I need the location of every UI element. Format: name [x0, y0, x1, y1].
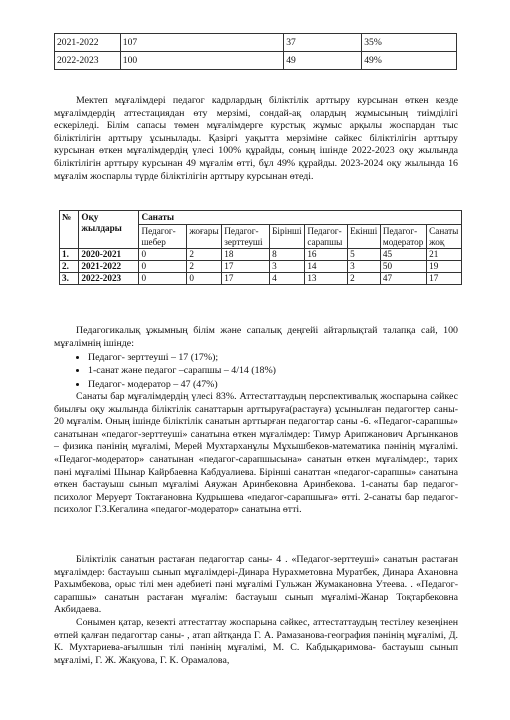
subheader-cell: Педагог-шебер: [139, 224, 187, 249]
table-row: [55, 52, 457, 70]
table-cell: 37: [284, 34, 362, 52]
paragraph-staff-level: [54, 325, 458, 350]
table-cell: 2022-2023: [55, 52, 121, 70]
table-row: [55, 34, 457, 52]
table-cell: 2021-2022: [55, 34, 121, 52]
table-cell: 16: [305, 249, 348, 261]
paragraph-text: Педагогикалық ұжымның білім және сапалық деңгейі айтарлықтай талапқа сай, 100 мұғалімнің ішінде:: [54, 325, 458, 349]
certification-summary-table: [54, 33, 457, 70]
subheader-cell: Педагог-модератор: [380, 224, 426, 249]
table-cell: 1.: [60, 249, 79, 261]
table-cell: 13: [305, 273, 348, 285]
header-year: Оқу жылдары: [79, 211, 139, 249]
table-cell: 2: [187, 261, 222, 273]
table-cell: 2: [348, 273, 381, 285]
table-cell: 5: [348, 249, 381, 261]
table-header-row: [60, 211, 462, 225]
subheader-cell: Бірінші: [270, 224, 305, 249]
table-cell: 107: [120, 34, 283, 52]
paragraph-testing-results: [54, 617, 458, 667]
table-cell: 47: [380, 273, 426, 285]
table-cell: 0: [139, 261, 187, 273]
list-item: • Педагог- зерттеуші – 17 (17%);: [88, 351, 468, 364]
paragraph-category-confirmations: [54, 554, 458, 617]
table-cell: 49: [284, 52, 362, 70]
table-cell: 45: [380, 249, 426, 261]
teacher-categories-table: [59, 210, 462, 285]
table-cell: 8: [270, 249, 305, 261]
subheader-cell: Санаты жоқ: [427, 224, 462, 249]
table-cell: 14: [305, 261, 348, 273]
table-cell: 3.: [60, 273, 79, 285]
table-cell: 19: [427, 261, 462, 273]
table-cell: 0: [187, 273, 222, 285]
table-cell: 0: [139, 273, 187, 285]
subheader-cell: Екінші: [348, 224, 381, 249]
subheader-cell: Педагог-сарапшы: [305, 224, 348, 249]
table-cell: 4: [270, 273, 305, 285]
table-cell: 2021-2022: [79, 261, 139, 273]
table-cell: 0: [139, 249, 187, 261]
table-row: [60, 261, 462, 273]
table-cell: 2020-2021: [79, 249, 139, 261]
table-cell: 100: [120, 52, 283, 70]
table-cell: 17: [222, 273, 270, 285]
table-cell: 2022-2023: [79, 273, 139, 285]
header-category: Санаты: [139, 211, 462, 225]
paragraph-text: Біліктілік санатын растаған педагогтар саны- 4 . «Педагог-зерттеуші» санатын растаған мұғалімдер: бастауыш сынып мұғалімдері-Динара Нурахметовна Муратбек, Динара Ахановна Рахымбекова, орыс тілі мен әдебиеті пәні мұғалімі Гульжан Жумакановна Утеева. . «Педагог-сарапшы» санатын растаған мұғалім: бастауыш сынып мұғалімі-Жанар Тоқтарбековна Акбидаева.: [54, 554, 458, 616]
table-cell: 49%: [362, 52, 457, 70]
subheader-cell: жоғары: [187, 224, 222, 249]
table-cell: 50: [380, 261, 426, 273]
category-bullet-list: [76, 351, 468, 391]
table-cell: 18: [222, 249, 270, 261]
list-item: • Педагог- модератор – 47 (47%): [88, 378, 468, 391]
paragraph-text: Санаты бар мұғалімдердің үлесі 83%. Аттестаттаудың перспективалық жоспарына сәйкес биылғы оқу жылында біліктілік санаттарын арттыруға(растауға) ұсынылған педагогтер саны- 20 мұғалім. Оның ішінде біліктілік санатын арттырған педагогтар саны -6. «Педагог-сарапшы» санатынан «педагог-зерттеуші» санатына өткен мұғалімдер: Тимур Арипжанович Аргынканов – физика пәнінің мұғалімі, Мерей Мухтарханұлы Мұхышбеков-математика пәнінің мұғалімі. «Педагог-модератор» санатынан «педагог-сарапшысына» санатын өткен мұғалімдер:, тарих пәні мұғалімі Шынар Кайрбаевна Кабдуалиева. Бірінші санаттан «педагог-сарапшы» санатына өткен бастауыш сынып мұғалімі Аяужан Аринбековна Аринбекова. 1-санаты бар педагог-психолог Меруерт Токтағановна Кудрышева «педагог-сарапшыға» өтті. 2-санаты бар педагог-психолог Г.З.Кегалина «педагог-модератор» санатына өтті.: [54, 391, 458, 516]
table-cell: 35%: [362, 34, 457, 52]
table-cell: 3: [270, 261, 305, 273]
table-cell: 2.: [60, 261, 79, 273]
table-row: [60, 249, 462, 261]
paragraph-category-upgrades: [54, 391, 458, 517]
table-cell: 17: [222, 261, 270, 273]
list-item: • 1-санат және педагог –сарапшы – 4/14 (18%): [88, 364, 468, 377]
paragraph-text: Мектеп мұғалімдері педагог кадрлардың біліктілік арттыру курсынан өткен кезде мұғалімдердің аттестациядан өту мерзімі, сондай-ақ олардың жұмысының тиімділігі ескеріледі. Білім сапасы төмен мұғалімдерге курстық жұмыс арқылы жоспардан тыс біліктілігін арттыру ұсынылады. Қазіргі уақытта мерзіміне сәйкес біліктілігін арттыру курсынан өткен мұғалімдердің үлесі 100% құрайды, соның ішінде 2022-2023 оқу жылында біліктілігін арттыру курсынан 49 мұғалім өтті, бұл 49% құрайды. 2023-2024 оқу жылында 16 мұғалім жоспарлы түрде біліктілігін арттыру курсынан өтеді.: [54, 95, 458, 182]
table-cell: 3: [348, 261, 381, 273]
table-cell: 21: [427, 249, 462, 261]
table-cell: 17: [427, 273, 462, 285]
table-cell: 2: [187, 249, 222, 261]
paragraph-qualification-courses: [54, 95, 458, 183]
header-no: №: [60, 211, 79, 249]
paragraph-text: Сонымен қатар, кезекті аттестаттау жоспарына сәйкес, аттестаттаудың тестілеу кезеңінен өтпей қалған педагогтар саны- , атап айтқанда Г. А. Рамазанова-география пәнінің мұғалімі, Д. К. Мухтариева-ағылшын тілі пәнінің мұғалімі, М. С. Кабдықаримова- бастауыш сынып мұғалімі, Г. Ж. Жақуова, Г. К. Орамалова,: [54, 617, 458, 666]
table-row: [60, 273, 462, 285]
subheader-cell: Педагог-зерттеуші: [222, 224, 270, 249]
